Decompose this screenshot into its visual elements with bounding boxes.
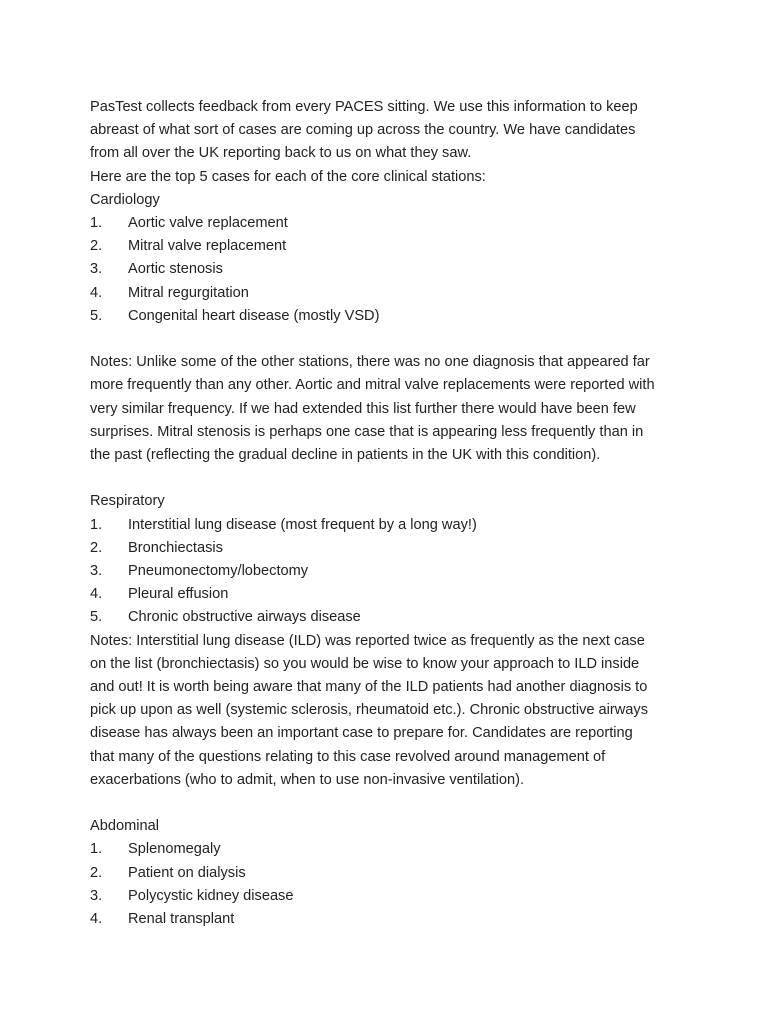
notes-line: on the list (bronchiectasis) so you would be wise to know your approach to ILD inside xyxy=(90,655,640,672)
intro-line: Here are the top 5 cases for each of the core clinical stations: xyxy=(90,168,486,185)
list-text: Chronic obstructive airways disease xyxy=(128,609,361,626)
list-number: 3. xyxy=(90,887,103,904)
list-number: 4. xyxy=(90,284,103,301)
intro-line: from all over the UK reporting back to us on what they saw. xyxy=(90,145,472,162)
list-text: Interstitial lung disease (most frequent by a long way!) xyxy=(128,516,477,533)
list-item xyxy=(90,235,690,258)
notes-line: disease has always been an important case to prepare for. Candidates are reporting xyxy=(90,725,633,742)
list-text: Pneumonectomy/lobectomy xyxy=(128,563,309,580)
list-number: 2. xyxy=(90,238,103,255)
abdominal-section xyxy=(90,815,690,931)
list-item xyxy=(90,514,690,537)
respiratory-notes xyxy=(90,630,690,792)
intro-paragraph xyxy=(90,96,690,189)
spacer xyxy=(90,467,690,490)
spacer xyxy=(90,792,690,815)
abdominal-heading: Abdominal xyxy=(90,818,159,835)
cardiology-notes xyxy=(90,351,690,467)
list-number: 1. xyxy=(90,841,103,858)
list-item xyxy=(90,885,690,908)
notes-line: exacerbations (who to admit, when to use non-invasive ventilation). xyxy=(90,771,524,788)
list-number: 5. xyxy=(90,609,103,626)
list-item xyxy=(90,282,690,305)
spacer xyxy=(90,328,690,351)
list-number: 3. xyxy=(90,261,103,278)
notes-line: very similar frequency. If we had extended this list further there would have been few xyxy=(90,400,636,417)
list-number: 5. xyxy=(90,307,103,324)
list-item xyxy=(90,583,690,606)
list-text: Mitral valve replacement xyxy=(128,238,287,255)
respiratory-section xyxy=(90,490,690,792)
list-text: Polycystic kidney disease xyxy=(128,887,294,904)
list-number: 2. xyxy=(90,864,103,881)
notes-line: the past (reflecting the gradual decline in patients in the UK with this condition). xyxy=(90,447,601,464)
list-text: Congenital heart disease (mostly VSD) xyxy=(128,307,380,324)
list-item xyxy=(90,606,690,629)
notes-line: Notes: Interstitial lung disease (ILD) was reported twice as frequently as the next case xyxy=(90,632,645,649)
list-item xyxy=(90,305,690,328)
list-item xyxy=(90,258,690,281)
intro-line: abreast of what sort of cases are coming up across the country. We have candidates xyxy=(90,122,636,139)
list-text: Aortic valve replacement xyxy=(128,215,288,232)
list-number: 4. xyxy=(90,586,103,603)
document-page xyxy=(90,96,690,931)
notes-line: and out! It is worth being aware that many of the ILD patients had another diagnosis to xyxy=(90,679,648,696)
list-item xyxy=(90,838,690,861)
list-text: Splenomegaly xyxy=(128,841,221,858)
list-item xyxy=(90,908,690,931)
list-text: Renal transplant xyxy=(128,911,235,928)
list-number: 4. xyxy=(90,911,103,928)
notes-line: more frequently than any other. Aortic and mitral valve replacements were reported with xyxy=(90,377,655,394)
notes-line: that many of the questions relating to this case revolved around management of xyxy=(90,748,606,765)
list-text: Bronchiectasis xyxy=(128,539,223,556)
notes-line: pick up upon as well (systemic sclerosis, rheumatoid etc.). Chronic obstructive airways xyxy=(90,702,649,719)
list-text: Mitral regurgitation xyxy=(128,284,249,301)
list-text: Aortic stenosis xyxy=(128,261,223,278)
list-number: 1. xyxy=(90,215,103,232)
intro-line: PasTest collects feedback from every PACES sitting. We use this information to keep xyxy=(90,99,638,115)
respiratory-heading: Respiratory xyxy=(90,493,165,510)
list-number: 2. xyxy=(90,539,103,556)
notes-line: Notes: Unlike some of the other stations, there was no one diagnosis that appeared far xyxy=(90,354,650,371)
notes-line: surprises. Mitral stenosis is perhaps one case that is appearing less frequently than in xyxy=(90,423,644,440)
list-item xyxy=(90,862,690,885)
list-number: 1. xyxy=(90,516,103,533)
list-text: Pleural effusion xyxy=(128,586,229,603)
list-number: 3. xyxy=(90,563,103,580)
list-item xyxy=(90,560,690,583)
list-item xyxy=(90,212,690,235)
cardiology-heading: Cardiology xyxy=(90,191,160,208)
list-text: Patient on dialysis xyxy=(128,864,246,881)
cardiology-section xyxy=(90,189,690,467)
list-item xyxy=(90,537,690,560)
